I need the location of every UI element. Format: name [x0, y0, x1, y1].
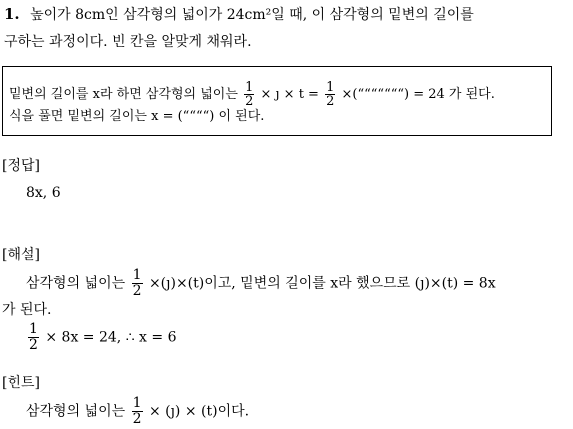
hint-label: [힌트] — [2, 375, 40, 391]
explanation-fraction-denominator: 2 — [132, 283, 142, 299]
explanation-line-1-b: ×(ȷ)×(t)이고, 밑변의 길이를 x라 했으므로 (ȷ)×(t) = 8x — [148, 275, 496, 292]
box-line-1 — [9, 81, 495, 108]
question-text-1: 높이가 8cm인 삼각형의 넓이가 24cm²일 때, 이 삼각형의 밑변의 길이를 — [30, 7, 474, 23]
box-line-2: 식을 풀면 밑변의 길이는 x = (““““) 이 된다. — [9, 109, 265, 124]
hint-fraction-denominator: 2 — [132, 411, 142, 427]
question-line-1 — [4, 6, 474, 23]
answer-value: 8x, 6 — [26, 185, 61, 201]
box-line-1-b: × ȷ × t = — [260, 87, 319, 102]
explanation-fraction-2-denominator: 2 — [29, 337, 38, 353]
hint-line-1 — [26, 396, 249, 427]
fraction-numerator: 1 — [245, 80, 254, 95]
fraction-denominator: 2 — [245, 94, 254, 109]
fraction-numerator-2: 1 — [326, 80, 335, 95]
question-number: 1. — [4, 5, 20, 23]
hint-line-1-a: 삼각형의 넓이는 — [26, 403, 126, 420]
explanation-fraction — [132, 268, 143, 299]
explanation-fraction-2-numerator: 1 — [29, 321, 38, 337]
explanation-line-1-a: 삼각형의 넓이는 — [26, 275, 126, 292]
hint-fraction — [132, 396, 143, 427]
explanation-label: [해설] — [2, 247, 40, 263]
explanation-line-3-b: × 8x = 24, ∴ x = 6 — [45, 329, 177, 346]
fraction-half — [244, 81, 254, 108]
fraction-half-2 — [325, 81, 335, 108]
box-line-1-a: 밑변의 길이를 x라 하면 삼각형의 넓이는 — [9, 87, 238, 102]
explanation-fraction-numerator: 1 — [132, 267, 142, 283]
fraction-denominator-2: 2 — [326, 94, 335, 109]
explanation-line-2: 가 된다. — [2, 302, 52, 318]
hint-line-1-b: × (ȷ) × (t)이다. — [148, 403, 250, 420]
hint-fraction-numerator: 1 — [132, 395, 142, 411]
box-line-1-c: ×(“““““““) = 24 가 된다. — [341, 87, 495, 102]
explanation-line-3 — [26, 322, 177, 353]
explanation-line-1 — [26, 268, 496, 299]
answer-label: [정답] — [2, 158, 40, 174]
problem-box — [2, 66, 552, 136]
question-text-2: 구하는 과정이다. 빈 칸을 알맞게 채워라. — [4, 34, 252, 50]
explanation-fraction-2 — [28, 322, 39, 353]
